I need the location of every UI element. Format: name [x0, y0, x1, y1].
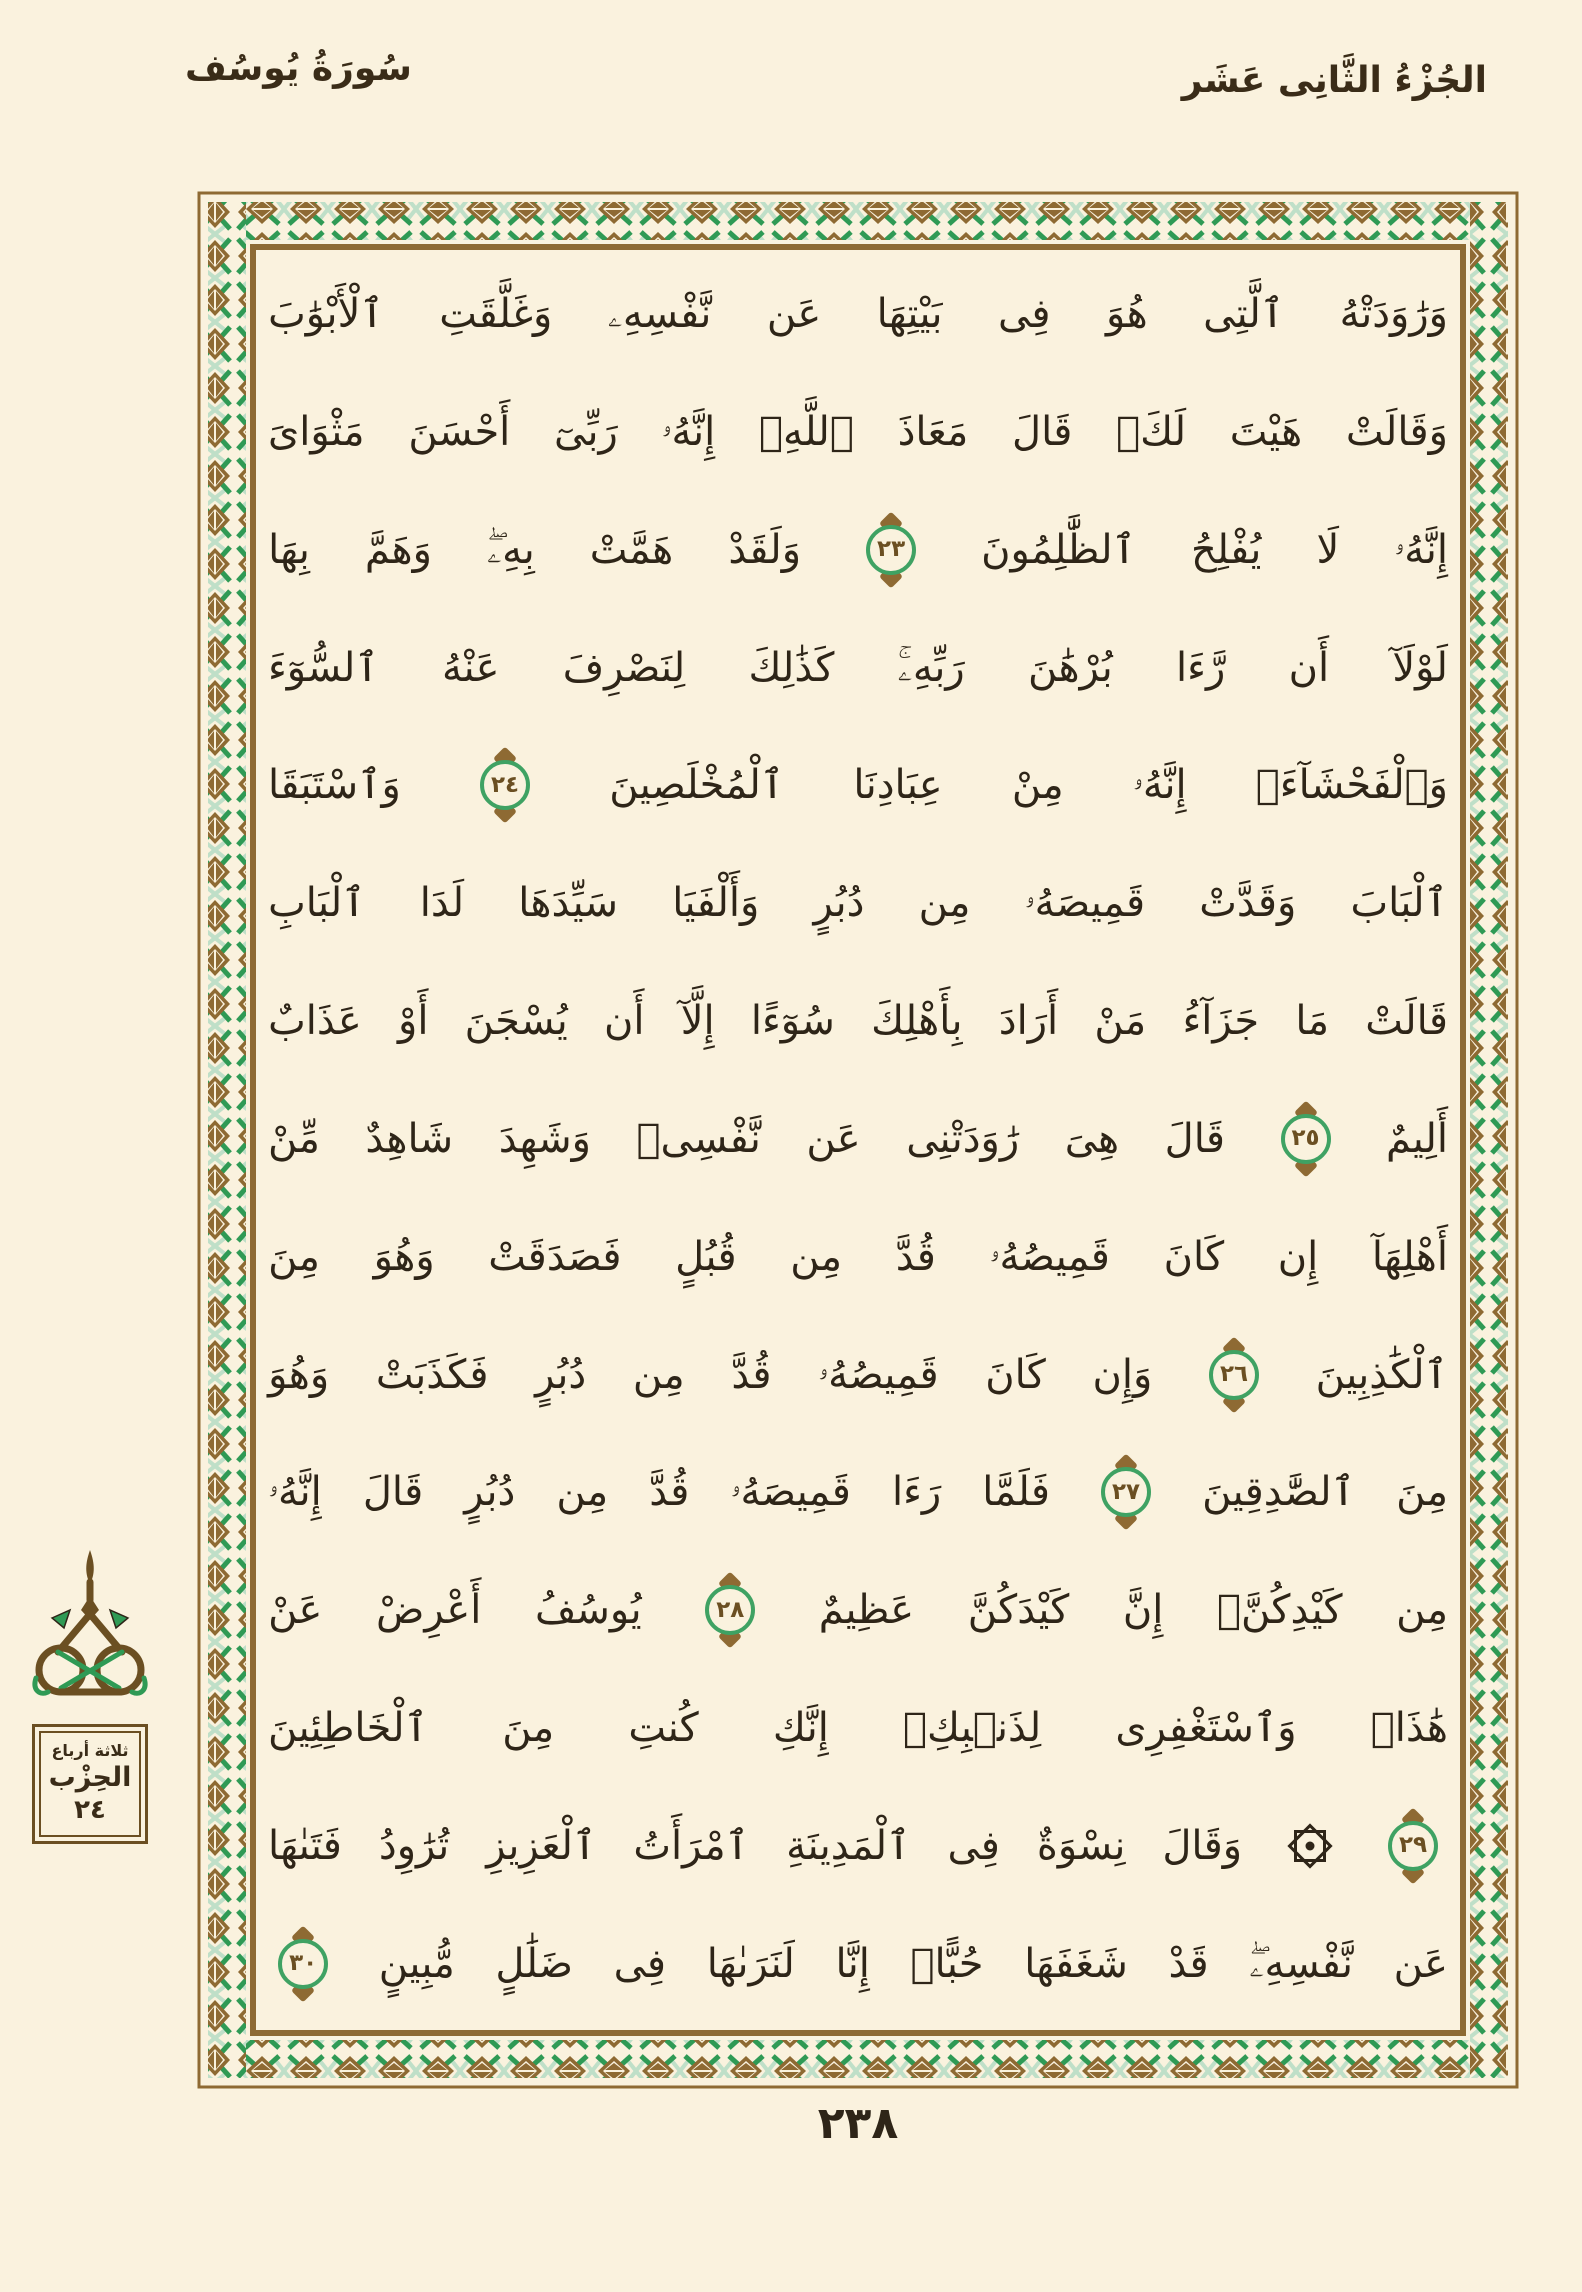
quran-word: عَنْهُ	[442, 644, 500, 691]
quran-word: ٱمْرَأَتُ	[633, 1822, 750, 1869]
quran-word: نَّفْسِىۚ	[636, 1115, 761, 1162]
hizb-marker	[14, 1548, 166, 1844]
quran-word: عَن	[1393, 1940, 1448, 1987]
quran-word: أَوْ	[398, 998, 429, 1045]
quran-word: بِأَهْلِكَ	[871, 998, 963, 1045]
quran-word: كَيْدَكُنَّ	[967, 1587, 1070, 1634]
quran-word: ٱلْمُخْلَصِينَ	[609, 762, 785, 809]
quran-line	[268, 729, 1448, 841]
quran-line	[268, 1201, 1448, 1313]
quran-word: هِىَ	[1064, 1115, 1120, 1162]
rub-el-hizb-center-dot	[1306, 1841, 1315, 1850]
quran-line	[268, 1083, 1448, 1195]
quran-word: لَدَا	[419, 880, 465, 927]
quran-word: هَيْتَ	[1229, 408, 1303, 455]
quran-word: إِنَّهُۥ	[268, 1469, 322, 1516]
quran-line	[268, 1319, 1448, 1431]
quran-word: كَيْدِكُنَّۖ	[1216, 1587, 1343, 1634]
quran-word: مِّنْ	[268, 1115, 320, 1162]
quran-word: ٱلْأَبْوَٰبَ	[268, 291, 384, 337]
quran-word: إِنَّهُۥ	[1394, 526, 1448, 573]
quran-line	[268, 1908, 1448, 2020]
quran-word: هُوَ	[1105, 291, 1148, 337]
quran-word: رَبِّهِۦۚ	[897, 644, 965, 691]
quran-word: رَّءَا	[1176, 644, 1226, 691]
quran-word: ٱلْكَٰذِبِينَ	[1315, 1351, 1448, 1398]
quran-word: إِنَّا	[835, 1940, 870, 1987]
quran-line	[268, 494, 1448, 606]
quran-word: بِهَا	[268, 526, 310, 573]
ayah-end-medallion: ٣٠	[278, 1939, 328, 1989]
quran-word: كُنتِ	[628, 1705, 699, 1752]
quran-word: مَعَاذَ	[897, 408, 969, 455]
quran-word: سُوٓءًا	[750, 998, 835, 1045]
quran-word: فَصَدَقَتْ	[488, 1233, 622, 1280]
quran-word: مِن	[1396, 1587, 1448, 1634]
quran-word: لِذَنۢبِكِۖ	[903, 1705, 1042, 1752]
juz-title: الجُزْءُ الثَّانِى عَشَر	[1181, 60, 1487, 101]
quran-word: مِنَ	[268, 1233, 320, 1280]
quran-word: قَالَ	[1012, 408, 1073, 455]
quran-word: إِنَّكِ	[772, 1705, 829, 1752]
quran-word: إِنَّهُۥ	[661, 408, 716, 455]
ayah-end-medallion: ٢٨	[705, 1585, 755, 1635]
quran-line	[268, 612, 1448, 724]
quran-word: أَن	[603, 998, 645, 1045]
quran-word: فَكَذَبَتْ	[375, 1351, 489, 1398]
quran-word: فِى	[947, 1822, 1000, 1869]
quran-line	[268, 258, 1448, 370]
quran-word: رَبِّىٓ	[554, 408, 618, 455]
quran-word: فَتَىٰهَا	[268, 1822, 342, 1869]
quran-word: شَغَفَهَا	[1024, 1940, 1128, 1987]
quran-word: إِن	[1277, 1233, 1319, 1280]
quran-word: كَانَ	[1163, 1233, 1225, 1280]
quran-word: قَالَ	[362, 1469, 424, 1516]
quran-word: وَٱلْفَحْشَآءَۚ	[1255, 762, 1448, 809]
quran-word: وَشَهِدَ	[498, 1115, 591, 1162]
quran-word: أَحْسَنَ	[408, 408, 511, 455]
quran-word: عَن	[766, 291, 822, 337]
quran-word: عَظِيمٌ	[818, 1587, 915, 1634]
quran-word: وَٱسْتَغْفِرِى	[1115, 1705, 1297, 1752]
quran-word: قَمِيصُهُۥ	[989, 1233, 1110, 1280]
quran-word: لَكَۚ	[1116, 408, 1187, 455]
ayah-end-medallion: ٢٣	[866, 525, 916, 575]
quran-word: وَغَلَّقَتِ	[439, 291, 553, 337]
quran-word: ٱلْبَابَ	[1350, 880, 1448, 927]
quran-word: مَثْوَاىَ	[268, 408, 365, 455]
quran-word: ٱلسُّوٓءَ	[268, 644, 379, 691]
quran-word: عَنْ	[268, 1587, 323, 1634]
quran-word: رَءَا	[891, 1469, 942, 1516]
ayah-end-medallion: ٢٦	[1209, 1350, 1259, 1400]
quran-word: أَرَادَ	[998, 998, 1059, 1045]
quran-word: لَنَرَىٰهَا	[706, 1940, 795, 1987]
quran-word: هَمَّتْ	[589, 526, 674, 573]
quran-word: مِن	[790, 1233, 843, 1280]
quran-word: ٱلْبَابِ	[268, 880, 366, 927]
quran-word: عَذَابٌ	[268, 998, 362, 1045]
quran-line	[268, 1672, 1448, 1784]
quran-line	[268, 376, 1448, 488]
quran-line	[268, 1436, 1448, 1548]
quran-word: أَلِيمٌ	[1386, 1115, 1448, 1162]
quran-word: مِنَ	[502, 1705, 555, 1752]
quran-word: يُفْلِحُ	[1190, 526, 1262, 573]
quran-line	[268, 1790, 1448, 1902]
quran-word: ٱلْخَاطِئِينَ	[268, 1705, 429, 1752]
quran-word: عَن	[806, 1115, 861, 1162]
quran-word: هَٰذَاۚ	[1370, 1705, 1448, 1752]
quran-word: فِى	[998, 291, 1051, 337]
quran-word: ٱلْمَدِينَةِ	[786, 1822, 911, 1869]
quran-word: قُبُلٍ	[675, 1233, 737, 1280]
quran-word: مِنْ	[1011, 762, 1064, 809]
quran-word: قُدَّ	[895, 1233, 936, 1280]
quran-word: لَوْلَآ	[1392, 644, 1448, 691]
ayah-end-medallion: ٢٧	[1101, 1467, 1151, 1517]
quran-text-area	[268, 258, 1448, 2020]
quran-word: ٱلَّتِى	[1203, 291, 1285, 337]
surah-title: سُورَةُ يُوسُف	[185, 48, 412, 89]
hizb-knot-ornament	[14, 1548, 166, 1718]
quran-line	[268, 847, 1448, 959]
quran-word: يُوسُفُ	[534, 1587, 642, 1634]
quran-word: وَقَالَتْ	[1345, 408, 1448, 455]
quran-word: جَزَآءُ	[1182, 998, 1260, 1045]
quran-word: وَقَالَ	[1162, 1822, 1243, 1869]
hizb-fraction-label: ثلاثة أرباع	[51, 1741, 129, 1760]
quran-word: يُسْجَنَ	[464, 998, 568, 1045]
quran-word: نِسْوَةٌ	[1036, 1822, 1126, 1869]
quran-word: إِلَّآ	[680, 998, 715, 1045]
quran-word: ضَلَٰلٍ	[495, 1940, 573, 1987]
quran-word: فَلَمَّا	[982, 1469, 1050, 1516]
quran-word: وَهَمَّ	[364, 526, 432, 573]
quran-word: وَهُوَ	[268, 1351, 330, 1398]
quran-word: بُرْهَٰنَ	[1028, 644, 1113, 691]
quran-word: رَٰوَدَتْنِى	[906, 1115, 1020, 1162]
quran-word: دُبُرٍ	[813, 880, 865, 927]
quran-word: لِنَصْرِفَ	[562, 644, 686, 691]
quran-word: وَرَٰوَدَتْهُ	[1339, 291, 1448, 337]
quran-word: ٱلظَّٰلِمُونَ	[981, 526, 1136, 573]
quran-word: مَنْ	[1094, 998, 1147, 1045]
ayah-end-medallion: ٢٤	[480, 760, 530, 810]
quran-line	[268, 1554, 1448, 1666]
ayah-end-medallion: ٢٩	[1388, 1821, 1438, 1871]
quran-word: قُدَّ	[731, 1351, 772, 1398]
page-number: ٢٣٨	[817, 2098, 899, 2149]
quran-word: بَيْتِهَا	[876, 291, 943, 337]
quran-word: إِنَّ	[1122, 1587, 1164, 1634]
quran-word: عِبَادِنَا	[853, 762, 943, 809]
quran-word: مِن	[918, 880, 971, 927]
quran-word: وَأَلْفَيَا	[672, 880, 760, 927]
hizb-box	[32, 1724, 148, 1844]
quran-word: ٱلْعَزِيزِ	[486, 1822, 597, 1869]
quran-word: نَّفْسِهِۦۖ	[1249, 1940, 1354, 1987]
hizb-label: الحِزْب	[48, 1762, 132, 1793]
quran-word: قَدْ	[1168, 1940, 1209, 1987]
quran-word: قُدَّ	[649, 1469, 690, 1516]
quran-word: وَقَدَّتْ	[1199, 880, 1297, 927]
rub-el-hizb-star	[1291, 1827, 1329, 1865]
quran-word: لَا	[1316, 526, 1340, 573]
quran-word: مَا	[1295, 998, 1329, 1045]
quran-word: وَإِن	[1092, 1351, 1153, 1398]
quran-word: سَيِّدَهَا	[518, 880, 619, 927]
quran-word: كَذَٰلِكَ	[748, 644, 835, 691]
quran-word: مِنَ	[1396, 1469, 1448, 1516]
quran-word: وَهُوَ	[373, 1233, 435, 1280]
quran-word: أَعْرِضْ	[375, 1587, 482, 1634]
hizb-number: ٢٤	[74, 1795, 106, 1825]
quran-line	[268, 965, 1448, 1077]
quran-word: قَالَ	[1164, 1115, 1225, 1162]
quran-word: حُبًّاۖ	[910, 1940, 984, 1987]
quran-word: فِى	[613, 1940, 667, 1987]
ornamental-frame	[196, 190, 1520, 2090]
quran-word: ٱللَّهِۖ	[758, 408, 854, 455]
quran-word: شَاهِدٌ	[365, 1115, 454, 1162]
quran-word: مِن	[556, 1469, 609, 1516]
quran-word: بِهِۦۖ	[486, 526, 535, 573]
quran-word: أَن	[1288, 644, 1330, 691]
quran-word: مُّبِينٍ	[378, 1940, 455, 1987]
quran-word: مِن	[632, 1351, 685, 1398]
quran-word: نَّفْسِهِۦ	[607, 291, 712, 337]
quran-word: قَمِيصُهُۥ	[818, 1351, 939, 1398]
quran-word: دُبُرٍ	[535, 1351, 587, 1398]
quran-word: قَمِيصَهُۥ	[730, 1469, 851, 1516]
quran-word: وَٱسْتَبَقَا	[268, 762, 401, 809]
quran-word: أَهْلِهَآ	[1371, 1233, 1448, 1280]
ayah-end-medallion: ٢٥	[1281, 1114, 1331, 1164]
quran-word: إِنَّهُۥ	[1132, 762, 1187, 809]
quran-word: دُبُرٍ	[464, 1469, 516, 1516]
quran-word: كَانَ	[985, 1351, 1046, 1398]
quran-word: قَالَتْ	[1365, 998, 1448, 1045]
quran-word: وَلَقَدْ	[728, 526, 802, 573]
quran-word: قَمِيصَهُۥ	[1024, 880, 1146, 927]
quran-word: تُرَٰوِدُ	[378, 1822, 450, 1869]
quran-word: ٱلصَّٰدِقِينَ	[1202, 1469, 1356, 1516]
